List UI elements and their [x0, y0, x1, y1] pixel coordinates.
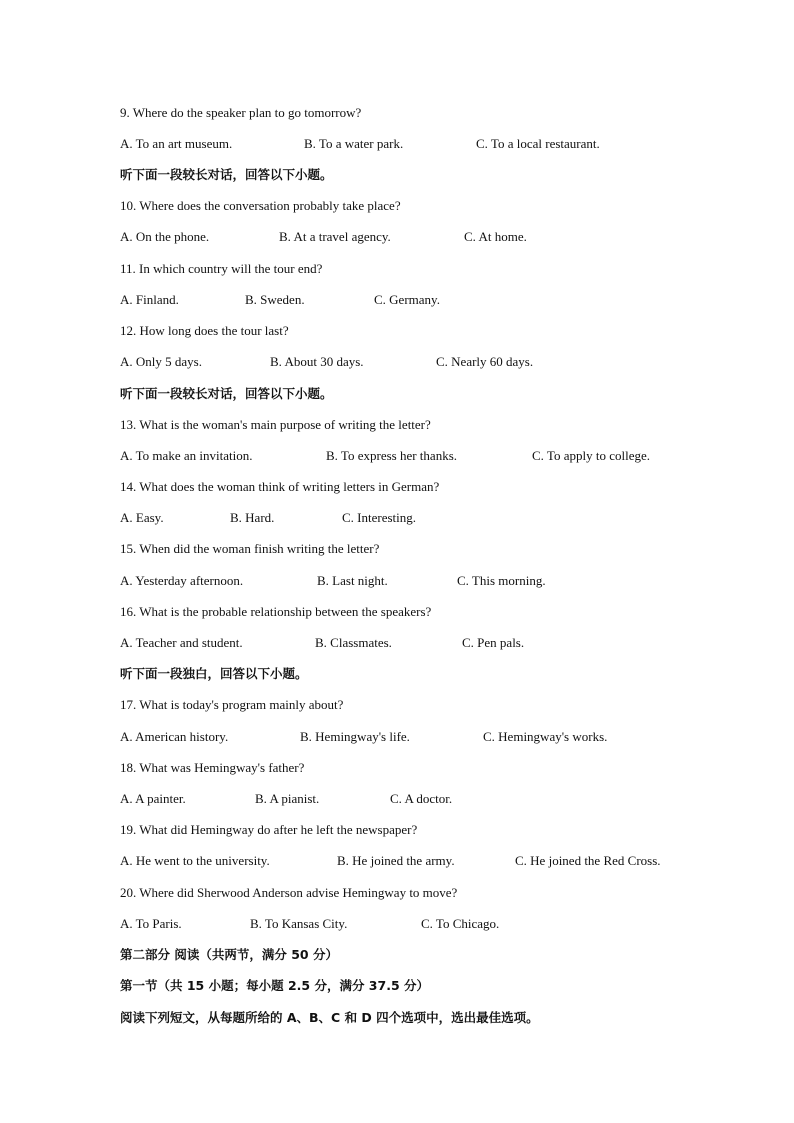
option-c: C. Interesting. [342, 510, 417, 525]
option-b: B. About 30 days. [270, 354, 364, 369]
option-c: C. At home. [464, 229, 527, 244]
option-a: A. A painter. [120, 791, 186, 806]
option-a: A. Teacher and student. [120, 635, 243, 650]
option-a: A. To make an invitation. [120, 448, 253, 463]
question-15: 15. When did the woman finish writing the letter? [120, 541, 380, 556]
question-17: 17. What is today's program mainly about? [120, 697, 344, 712]
question-14: 14. What does the woman think of writing letters in German? [120, 479, 440, 494]
option-c: C. He joined the Red Cross. [515, 853, 661, 868]
option-b: B. To Kansas City. [250, 916, 348, 931]
section-heading: 听下面一段较长对话，回答以下小题。 [120, 167, 333, 182]
option-a: A. Only 5 days. [120, 354, 202, 369]
option-c: C. To Chicago. [421, 916, 500, 931]
option-a: A. To Paris. [120, 916, 182, 931]
question-18: 18. What was Hemingway's father? [120, 760, 305, 775]
option-c: C. Germany. [374, 292, 440, 307]
option-a: A. To an art museum. [120, 136, 233, 151]
question-10: 10. Where does the conversation probably take place? [120, 198, 401, 213]
section-heading: 第一节（共 15 小题；每小题 2.5 分，满分 37.5 分） [120, 978, 429, 993]
option-b: B. He joined the army. [337, 853, 455, 868]
option-c: C. Nearly 60 days. [436, 354, 534, 369]
option-b: B. Classmates. [315, 635, 392, 650]
section-heading: 听下面一段独白，回答以下小题。 [120, 666, 308, 681]
instruction-text: 阅读下列短文，从每题所给的 A、B、C 和 D 四个选项中，选出最佳选项。 [120, 1010, 539, 1025]
question-16: 16. What is the probable relationship between the speakers? [120, 604, 432, 619]
option-b: B. A pianist. [255, 791, 320, 806]
question-13: 13. What is the woman's main purpose of writing the letter? [120, 417, 431, 432]
question-11: 11. In which country will the tour end? [120, 261, 323, 276]
question-12: 12. How long does the tour last? [120, 323, 289, 338]
option-a: A. On the phone. [120, 229, 210, 244]
option-a: A. Finland. [120, 292, 179, 307]
option-c: C. A doctor. [390, 791, 453, 806]
option-a: A. He went to the university. [120, 853, 270, 868]
option-c: C. Hemingway's works. [483, 729, 608, 744]
option-b: B. At a travel agency. [279, 229, 391, 244]
option-b: B. Hard. [230, 510, 275, 525]
option-b: B. To a water park. [304, 136, 404, 151]
option-a: A. Easy. [120, 510, 164, 525]
option-b: B. To express her thanks. [326, 448, 457, 463]
option-a: A. Yesterday afternoon. [120, 573, 244, 588]
option-c: C. To apply to college. [532, 448, 650, 463]
option-a: A. American history. [120, 729, 229, 744]
question-9: 9. Where do the speaker plan to go tomorrow? [120, 105, 362, 120]
option-c: C. This morning. [457, 573, 546, 588]
option-b: B. Sweden. [245, 292, 305, 307]
section-heading: 听下面一段较长对话，回答以下小题。 [120, 386, 333, 401]
option-c: C. To a local restaurant. [476, 136, 600, 151]
option-b: B. Last night. [317, 573, 388, 588]
question-19: 19. What did Hemingway do after he left the newspaper? [120, 822, 418, 837]
option-c: C. Pen pals. [462, 635, 525, 650]
option-b: B. Hemingway's life. [300, 729, 410, 744]
part-heading: 第二部分 阅读（共两节，满分 50 分） [120, 947, 338, 962]
question-20: 20. Where did Sherwood Anderson advise Hemingway to move? [120, 885, 458, 900]
